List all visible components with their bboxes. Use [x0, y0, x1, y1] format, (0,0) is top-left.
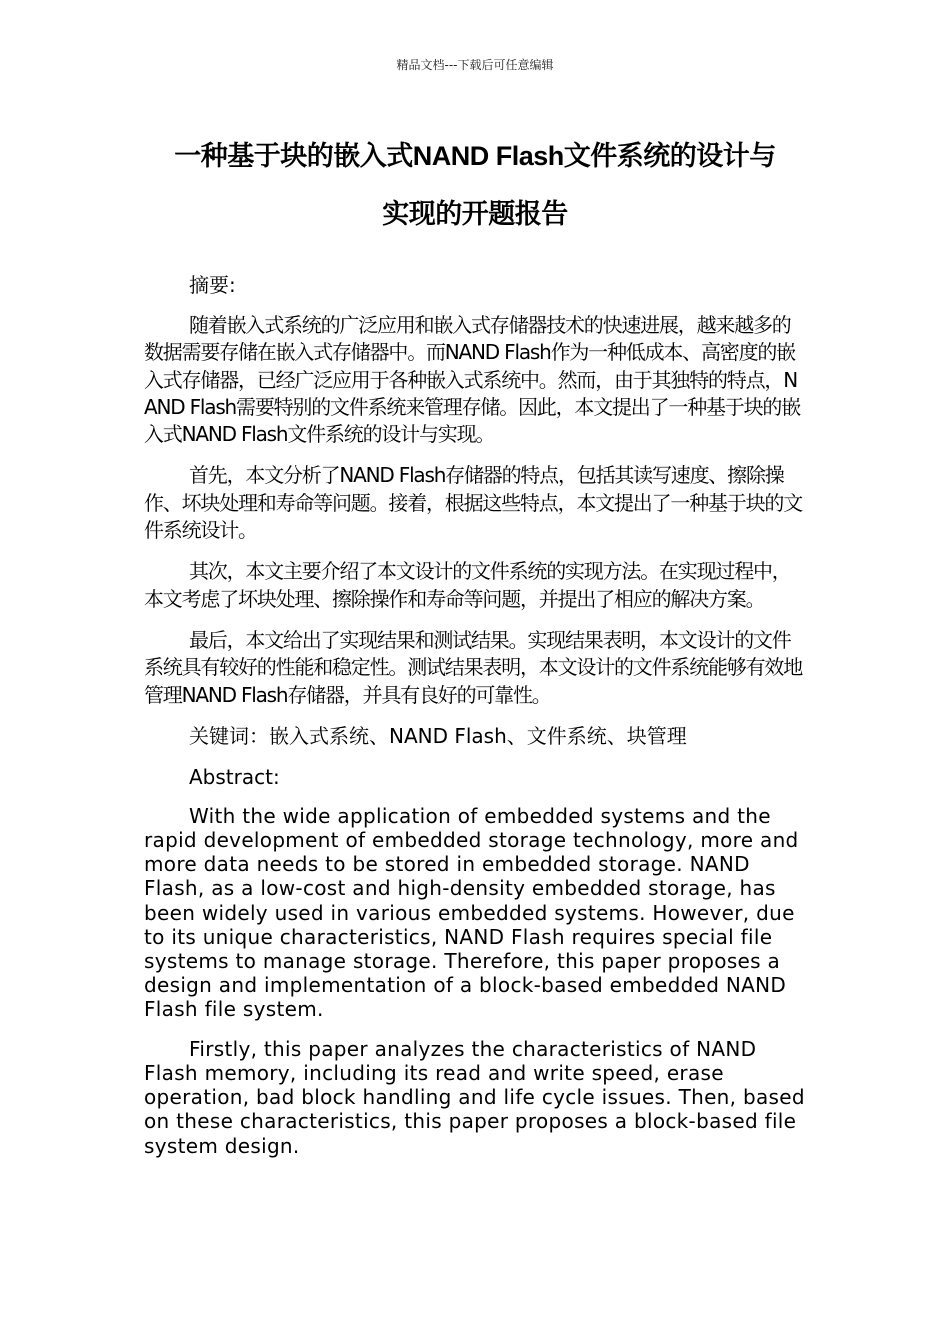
abstract-cn-paragraph: 首先，本文分析了NAND Flash存储器的特点，包括其读写速度、擦除操作、坏块处理和寿命等问题。接着，根据这些特点，本文提出了一种基于块的文件系统设计。: [144, 463, 802, 543]
abstract-cn-paragraph: 最后，本文给出了实现结果和测试结果。实现结果表明，本文设计的文件系统具有较好的性能和稳定性。测试结果表明，本文设计的文件系统能够有效地管理NAND Flash存储器，并具有良好的可靠性。: [144, 627, 802, 707]
document-body: [144, 272, 806, 1158]
abstract-en-paragraph: Firstly, this paper analyzes the characteristics of NAND Flash memory, including its read and write speed, erase operation, bad block handling and life cycle issues. Then, based on these characteristics, this paper proposes a block-based file system design.: [144, 1036, 805, 1158]
document-title-line-1: 一种基于块的嵌入式NAND Flash文件系统的设计与: [174, 141, 776, 171]
header-note: 精品文档---下载后可任意编辑: [396, 58, 554, 72]
abstract-cn-paragraph: 随着嵌入式系统的广泛应用和嵌入式存储器技术的快速进展，越来越多的数据需要存储在嵌入式存储器中。而NAND Flash作为一种低成本、高密度的嵌入式存储器，已经广泛应用于各种嵌入式系统中。然而，由于其独特的特点，NAND Flash需要特别的文件系统来管理存储。因此，本文提出了一种基于块的嵌入式NAND Flash文件系统的设计与实现。: [144, 313, 801, 447]
abstract-en-paragraph: With the wide application of embedded systems and the rapid development of embedded storage technology, more and more data needs to be stored in embedded storage. NAND Flash, as a low-cost and high-density embedded storage, has been widely used in various embedded systems. However, due to its unique characteristics, NAND Flash requires special file systems to manage storage. Therefore, this paper proposes a design and implementation of a block-based embedded NAND Flash file system.: [144, 803, 799, 1022]
abstract-cn-label: 摘要:: [189, 273, 236, 297]
abstract-cn-paragraph: 其次，本文主要介绍了本文设计的文件系统的实现方法。在实现过程中，本文考虑了坏块处理、擦除操作和寿命等问题，并提出了相应的解决方案。: [144, 559, 791, 611]
abstract-en-label: Abstract:: [189, 764, 280, 789]
keywords-line: 关键词：嵌入式系统、NAND Flash、文件系统、块管理: [189, 723, 687, 748]
document-title-line-2: 实现的开题报告: [382, 199, 568, 229]
